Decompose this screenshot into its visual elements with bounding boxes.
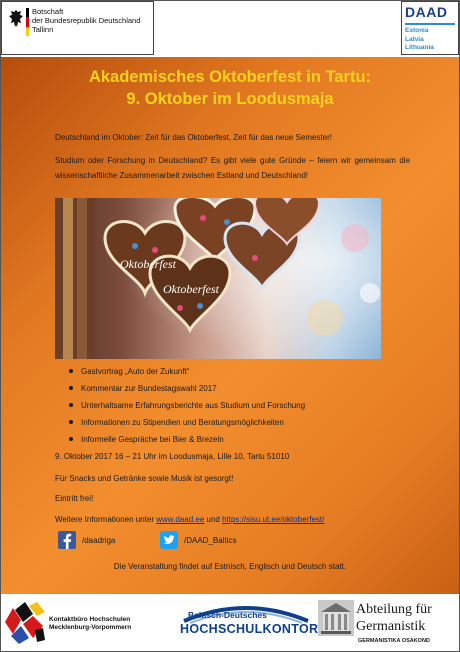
embassy-logo xyxy=(1,1,154,55)
program-item-text: Unterhaltsame Erfahrungsberichte aus Studium und Forschung xyxy=(81,401,306,410)
daad-countries xyxy=(405,27,434,53)
facebook-icon xyxy=(58,531,76,549)
germanistik-line-3: GERMANISTIKA OSAKOND xyxy=(358,638,430,644)
embassy-line: Tallinn xyxy=(32,25,54,34)
daad-country: Lithuania xyxy=(405,44,434,51)
germanistik-logo xyxy=(318,600,458,646)
german-flag-icon xyxy=(26,8,29,36)
bullet-icon xyxy=(69,403,73,407)
kontaktbuero-line: Mecklenburg-Vorpommern xyxy=(49,624,132,631)
title-line-2: 9. Oktober im Loodusmaja xyxy=(126,90,334,108)
gingerbread-hearts-photo xyxy=(55,198,381,359)
title-line-1: Akademisches Oktoberfest in Tartu: xyxy=(88,68,372,86)
twitter-icon xyxy=(160,531,178,549)
header-logos xyxy=(0,0,460,57)
embassy-line: der Bundesrepublik Deutschland xyxy=(32,16,141,25)
kontaktbuero-emblem-icon xyxy=(3,600,47,644)
kontaktbuero-line: Kontaktbüro Hochschulen xyxy=(49,616,131,623)
program-list xyxy=(69,363,305,448)
hochschulkontor-logo xyxy=(178,599,319,647)
entry-note: Eintritt frei! xyxy=(55,494,94,503)
list-item xyxy=(69,397,305,414)
gingerbread-hearts-illustration xyxy=(55,198,381,359)
daad-wordmark: DAAD xyxy=(405,4,448,20)
info-and: und xyxy=(204,515,223,524)
facebook-handle: /daadriga xyxy=(82,536,116,545)
list-item xyxy=(69,380,305,397)
intro-paragraph-1: Deutschland im Oktober: Zeit für das Oktoberfest, Zeit für das neue Semester! xyxy=(55,133,333,142)
program-item-text: Informationen zu Stipendien und Beratungsmöglichkeiten xyxy=(81,418,284,427)
germanistik-line-1: Abteilung für xyxy=(356,602,432,617)
daad-divider xyxy=(405,23,455,25)
date-location: 9. Oktober 2017 16 – 21 Uhr im Loodusmaja, Lille 10, Tartu 51010 xyxy=(55,452,290,461)
oktoberfest-link[interactable]: https://sisu.ut.ee/oktoberfest/ xyxy=(222,515,325,524)
bullet-icon xyxy=(69,437,73,441)
program-item-text: Gastvortrag „Auto der Zukunft“ xyxy=(81,367,190,376)
embassy-name xyxy=(32,7,140,34)
kontaktbuero-logo xyxy=(3,600,158,646)
languages-note: Die Veranstaltung findet auf Estnisch, Englisch und Deutsch statt. xyxy=(113,562,347,571)
university-building-icon xyxy=(318,600,354,636)
program-item-text: Informelle Gespräche bei Bier & Brezeln xyxy=(81,435,224,444)
kontaktbuero-name xyxy=(49,616,131,632)
daad-logo xyxy=(401,1,459,55)
heart-label: Oktoberfest xyxy=(120,257,176,271)
bullet-icon xyxy=(69,386,73,390)
intro-paragraph-2: Studium oder Forschung in Deutschland? Es gibt viele gute Gründe – feiern wir gemeinsam die wissenschaftliche Zusammenarbeit zwischen Estland und Deutschland! xyxy=(55,156,410,180)
partner-logos xyxy=(0,594,460,652)
more-info xyxy=(55,515,324,524)
poster-title xyxy=(0,66,460,110)
list-item xyxy=(69,431,305,448)
list-item xyxy=(69,414,305,431)
heart-label: Oktoberfest xyxy=(163,282,219,296)
bullet-icon xyxy=(69,420,73,424)
daad-link[interactable]: www.daad.ee xyxy=(156,515,205,524)
federal-eagle-icon xyxy=(8,8,24,30)
daad-country: Estonia xyxy=(405,27,429,34)
germanistik-line-2: Germanistik xyxy=(356,619,426,634)
hochschulkontor-line-1: Baltisch-Deutsches xyxy=(188,610,267,620)
poster-body xyxy=(0,57,460,594)
twitter-handle: /DAAD_Baltics xyxy=(184,536,237,545)
hochschulkontor-line-2: HOCHSCHULKONTOR xyxy=(180,622,319,636)
info-prefix: Weitere Informationen unter xyxy=(55,515,157,524)
daad-country: Latvia xyxy=(405,35,424,43)
embassy-line: Botschaft xyxy=(32,7,64,16)
list-item xyxy=(69,363,305,380)
snacks-note: Für Snacks und Getränke sowie Musik ist gesorgt! xyxy=(55,474,234,483)
program-item-text: Kommentar zur Bundestagswahl 2017 xyxy=(81,384,217,393)
bullet-icon xyxy=(69,369,73,373)
